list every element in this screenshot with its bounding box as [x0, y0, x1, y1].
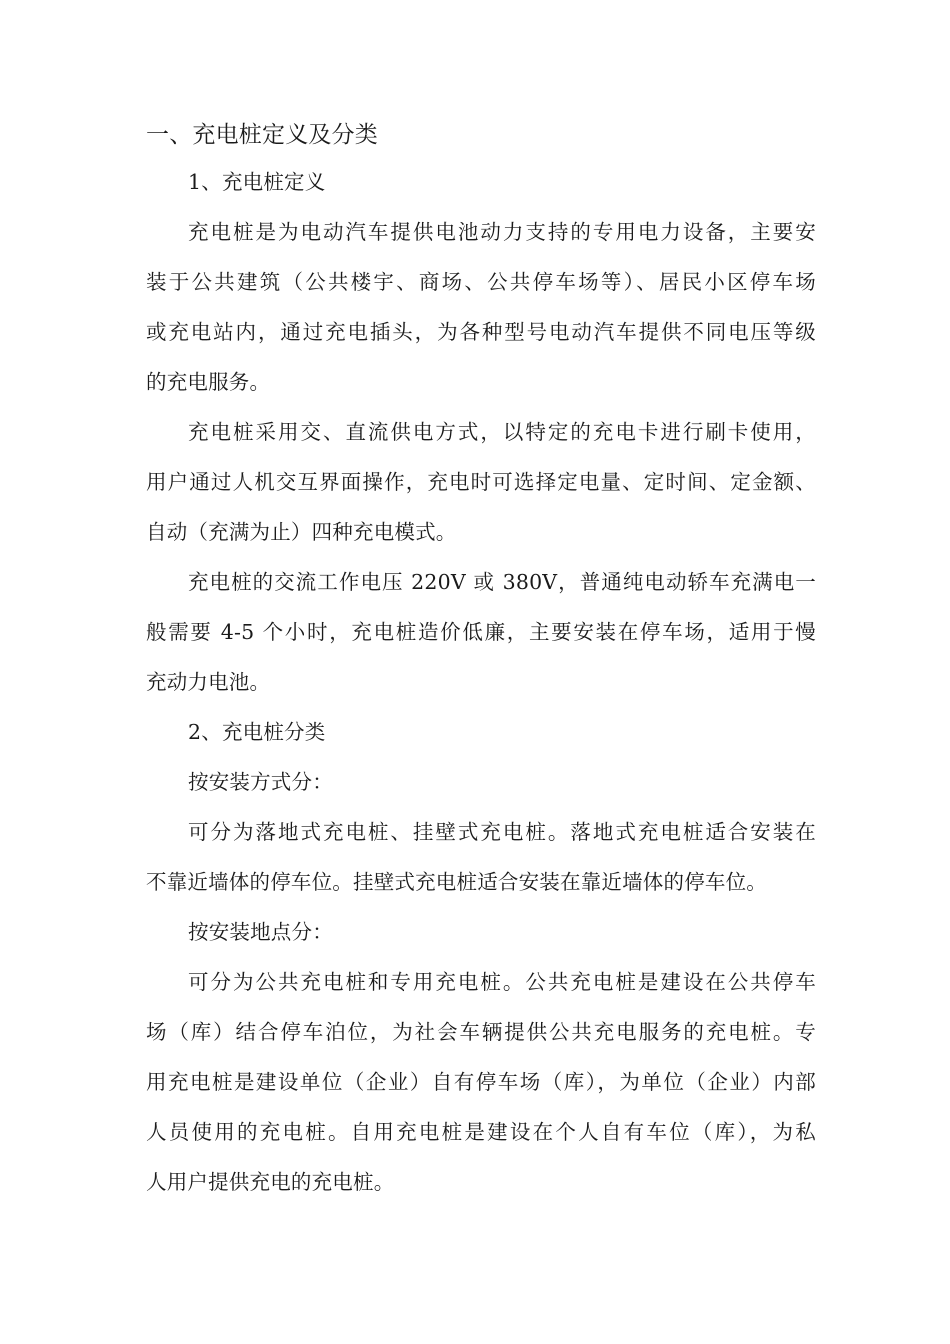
paragraph-line: 装于公共建筑（公共楼宇、商场、公共停车场等）、居民小区停车场	[146, 270, 816, 294]
paragraph-line: 可分为公共充电桩和专用充电桩。公共充电桩是建设在公共停车	[188, 970, 816, 994]
classification-by-install-method: 按安装方式分：	[188, 770, 333, 794]
paragraph-line: 充电桩是为电动汽车提供电池动力支持的专用电力设备，主要安	[188, 220, 816, 244]
classification-by-install-location: 按安装地点分：	[188, 920, 333, 944]
paragraph-line: 充动力电池。	[146, 670, 271, 694]
subsection-heading-definition: 1、充电桩定义	[188, 170, 326, 194]
paragraph-line: 充电桩采用交、直流供电方式，以特定的充电卡进行刷卡使用，	[188, 420, 816, 444]
paragraph-line: 用户通过人机交互界面操作，充电时可选择定电量、定时间、定金额、	[146, 470, 816, 494]
paragraph-line: 人员使用的充电桩。自用充电桩是建设在个人自有车位（库），为私	[146, 1120, 816, 1144]
paragraph-line: 自动（充满为止）四种充电模式。	[146, 520, 457, 544]
subsection-heading-classification: 2、充电桩分类	[188, 720, 326, 744]
paragraph-line: 可分为落地式充电桩、挂壁式充电桩。落地式充电桩适合安装在	[188, 820, 816, 844]
paragraph-line: 的充电服务。	[146, 370, 271, 394]
paragraph-line: 般需要 4-5 个小时，充电桩造价低廉，主要安装在停车场，适用于慢	[146, 620, 816, 644]
paragraph-line: 或充电站内，通过充电插头，为各种型号电动汽车提供不同电压等级	[146, 320, 816, 344]
paragraph-line: 不靠近墙体的停车位。挂壁式充电桩适合安装在靠近墙体的停车位。	[146, 870, 767, 894]
section-heading: 一、充电桩定义及分类	[146, 122, 378, 148]
paragraph-line: 充电桩的交流工作电压 220V 或 380V，普通纯电动轿车充满电一	[188, 570, 816, 594]
paragraph-line: 场（库）结合停车泊位，为社会车辆提供公共充电服务的充电桩。专	[146, 1020, 816, 1044]
paragraph-line: 人用户提供充电的充电桩。	[146, 1170, 395, 1194]
paragraph-line: 用充电桩是建设单位（企业）自有停车场（库），为单位（企业）内部	[146, 1070, 816, 1094]
